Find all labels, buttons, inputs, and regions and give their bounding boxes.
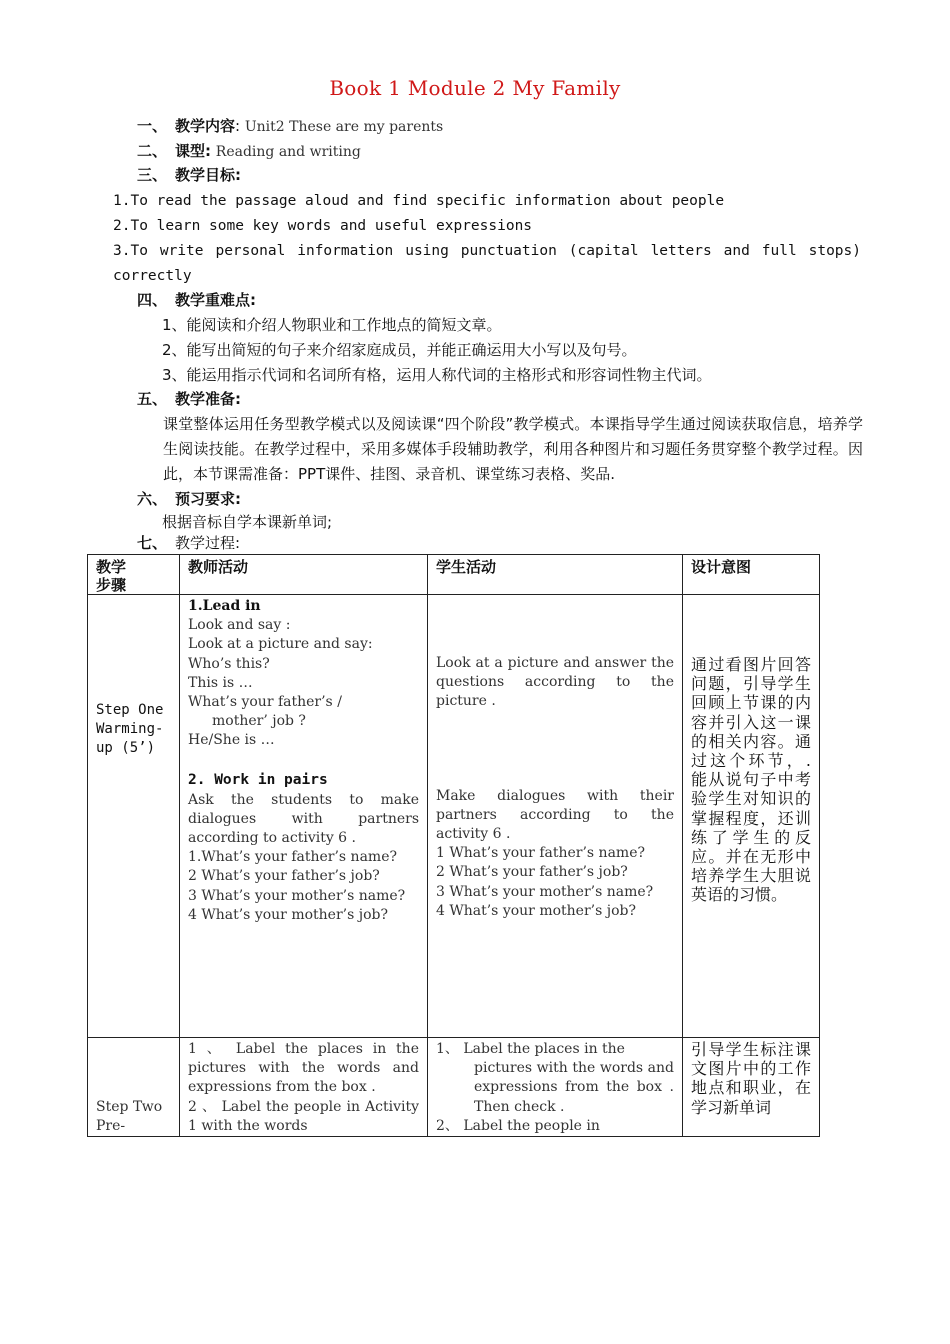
header-design-intent: 设计意图	[683, 555, 820, 595]
list-item: 2 What’s your father’s job?	[188, 868, 380, 885]
list-item: 3 What’s your mother’s name?	[188, 887, 406, 904]
list-item: He/She is …	[188, 732, 275, 749]
objective-1: 1.To read the passage aloud and find specific information about people	[113, 193, 725, 209]
list-item: 3 What’s your mother’s name?	[436, 883, 654, 900]
header-step: 教学步骤	[88, 555, 180, 595]
list-item: 2、 Label the people in	[436, 1117, 600, 1134]
list-item: Look and say :	[188, 617, 291, 634]
list-item: mother’ job ?	[212, 713, 306, 730]
objective-2: 2.To learn some key words and useful expressions	[113, 218, 533, 234]
objective-3-continued: correctly	[113, 268, 192, 284]
list-item: 4 What’s your mother’s job?	[188, 906, 388, 923]
design-intent-cell	[683, 595, 820, 1038]
design-intent-cell	[683, 1038, 820, 1137]
section-preparation-heading: 五、 教学准备:	[137, 390, 241, 408]
list-item: pictures with the words and expressions from the box . Then check .	[474, 1060, 674, 1115]
preparation-paragraph: 课堂整体运用任务型教学模式以及阅读课“四个阶段”教学模式。本课指导学生通过阅读获取信息，培养学生阅读技能。在教学过程中，采用多媒体手段辅助教学，利用各种图片和习题任务贯穿整个教学过程。因此，本节课需准备：PPT课件、挂图、录音机、课堂练习表格、奖品.	[163, 415, 863, 483]
step-two-label: Step Two Pre-	[96, 1099, 163, 1135]
list-item: Who’s this?	[188, 655, 270, 672]
student-activity-dialogue: Make dialogues with their partners according to the activity 6 .	[436, 787, 674, 843]
key-point-3: 3、能运用指示代词和名词所有格，运用人称代词的主格形式和形容词性物主代词。	[162, 366, 712, 384]
teaching-process-table	[87, 554, 820, 1137]
step-two-cell	[88, 1038, 180, 1137]
teacher-activity-cell	[180, 595, 428, 1038]
list-item: 2 What’s your father’s job?	[436, 864, 628, 881]
teacher-activity-cell	[180, 1038, 428, 1137]
list-item: 1 What’s your father’s name?	[436, 845, 645, 862]
student-activity-cell	[428, 595, 683, 1038]
list-item: Look at a picture and say:	[188, 636, 373, 653]
student-activity-look: Look at a picture and answer the questions according to the picture .	[436, 655, 674, 710]
section-preview-heading: 六、 预习要求:	[137, 490, 241, 508]
lead-in-title: 1.Lead in	[188, 598, 261, 614]
step-one-label: Step One Warming-up (5’)	[96, 702, 164, 756]
section-key-points-heading: 四、 教学重难点:	[137, 291, 256, 309]
list-item: 1.What’s your father’s name?	[188, 849, 397, 866]
section-teaching-content: 一、 教学内容: Unit2 These are my parents	[137, 117, 444, 135]
list-item: What’s your father’s /	[188, 694, 342, 711]
student-activity-cell	[428, 1038, 683, 1137]
key-point-2: 2、能写出简短的句子来介绍家庭成员，并能正确运用大小写以及句号。	[162, 341, 637, 359]
preview-text: 根据音标自学本课新单词;	[162, 513, 333, 531]
section-lesson-type: 二、 课型: Reading and writing	[137, 142, 361, 160]
list-item: This is …	[188, 674, 253, 691]
list-item: 2 、 Label the people in Activity 1 with the words	[188, 1098, 419, 1134]
section-objectives-heading: 三、 教学目标:	[137, 166, 241, 184]
design-intent-text: 通过看图片回答问题，引导学生回顾上节课的内容并引入这一课的相关内容。通过这个环节，. 能从说句子中考验学生对知识的掌握程度，还训练了学生的反应。并在无形中培养学生大胆说英语的习惯。	[691, 655, 811, 905]
objective-3: 3.To write personal information using punctuation (capital letters and full stops)	[113, 243, 861, 259]
list-item: 1 、 Label the places in the pictures with the words and expressions from the box .	[188, 1041, 419, 1096]
table-row	[88, 595, 820, 1038]
key-point-1: 1、能阅读和介绍人物职业和工作地点的简短文章。	[162, 316, 502, 334]
list-item: 1、 Label the places in the	[436, 1041, 625, 1057]
header-student-activity: 学生活动	[428, 555, 683, 595]
step-one-cell	[88, 595, 180, 1038]
list-item: 4 What’s your mother’s job?	[436, 902, 636, 919]
pair-work-task: Ask the students to make dialogues with partners according to activity 6 .	[188, 791, 419, 847]
pair-work-title: 2. Work in pairs	[188, 771, 328, 788]
table-row	[88, 1038, 820, 1137]
header-teacher-activity: 教师活动	[180, 555, 428, 595]
document-title: Book 1 Module 2 My Family	[329, 76, 621, 100]
section-process-heading: 七、 教学过程:	[137, 534, 241, 552]
table-header-row	[88, 555, 820, 595]
design-intent-text: 引导学生标注课文图片中的工作地点和职业，在学习新单词	[691, 1040, 811, 1117]
